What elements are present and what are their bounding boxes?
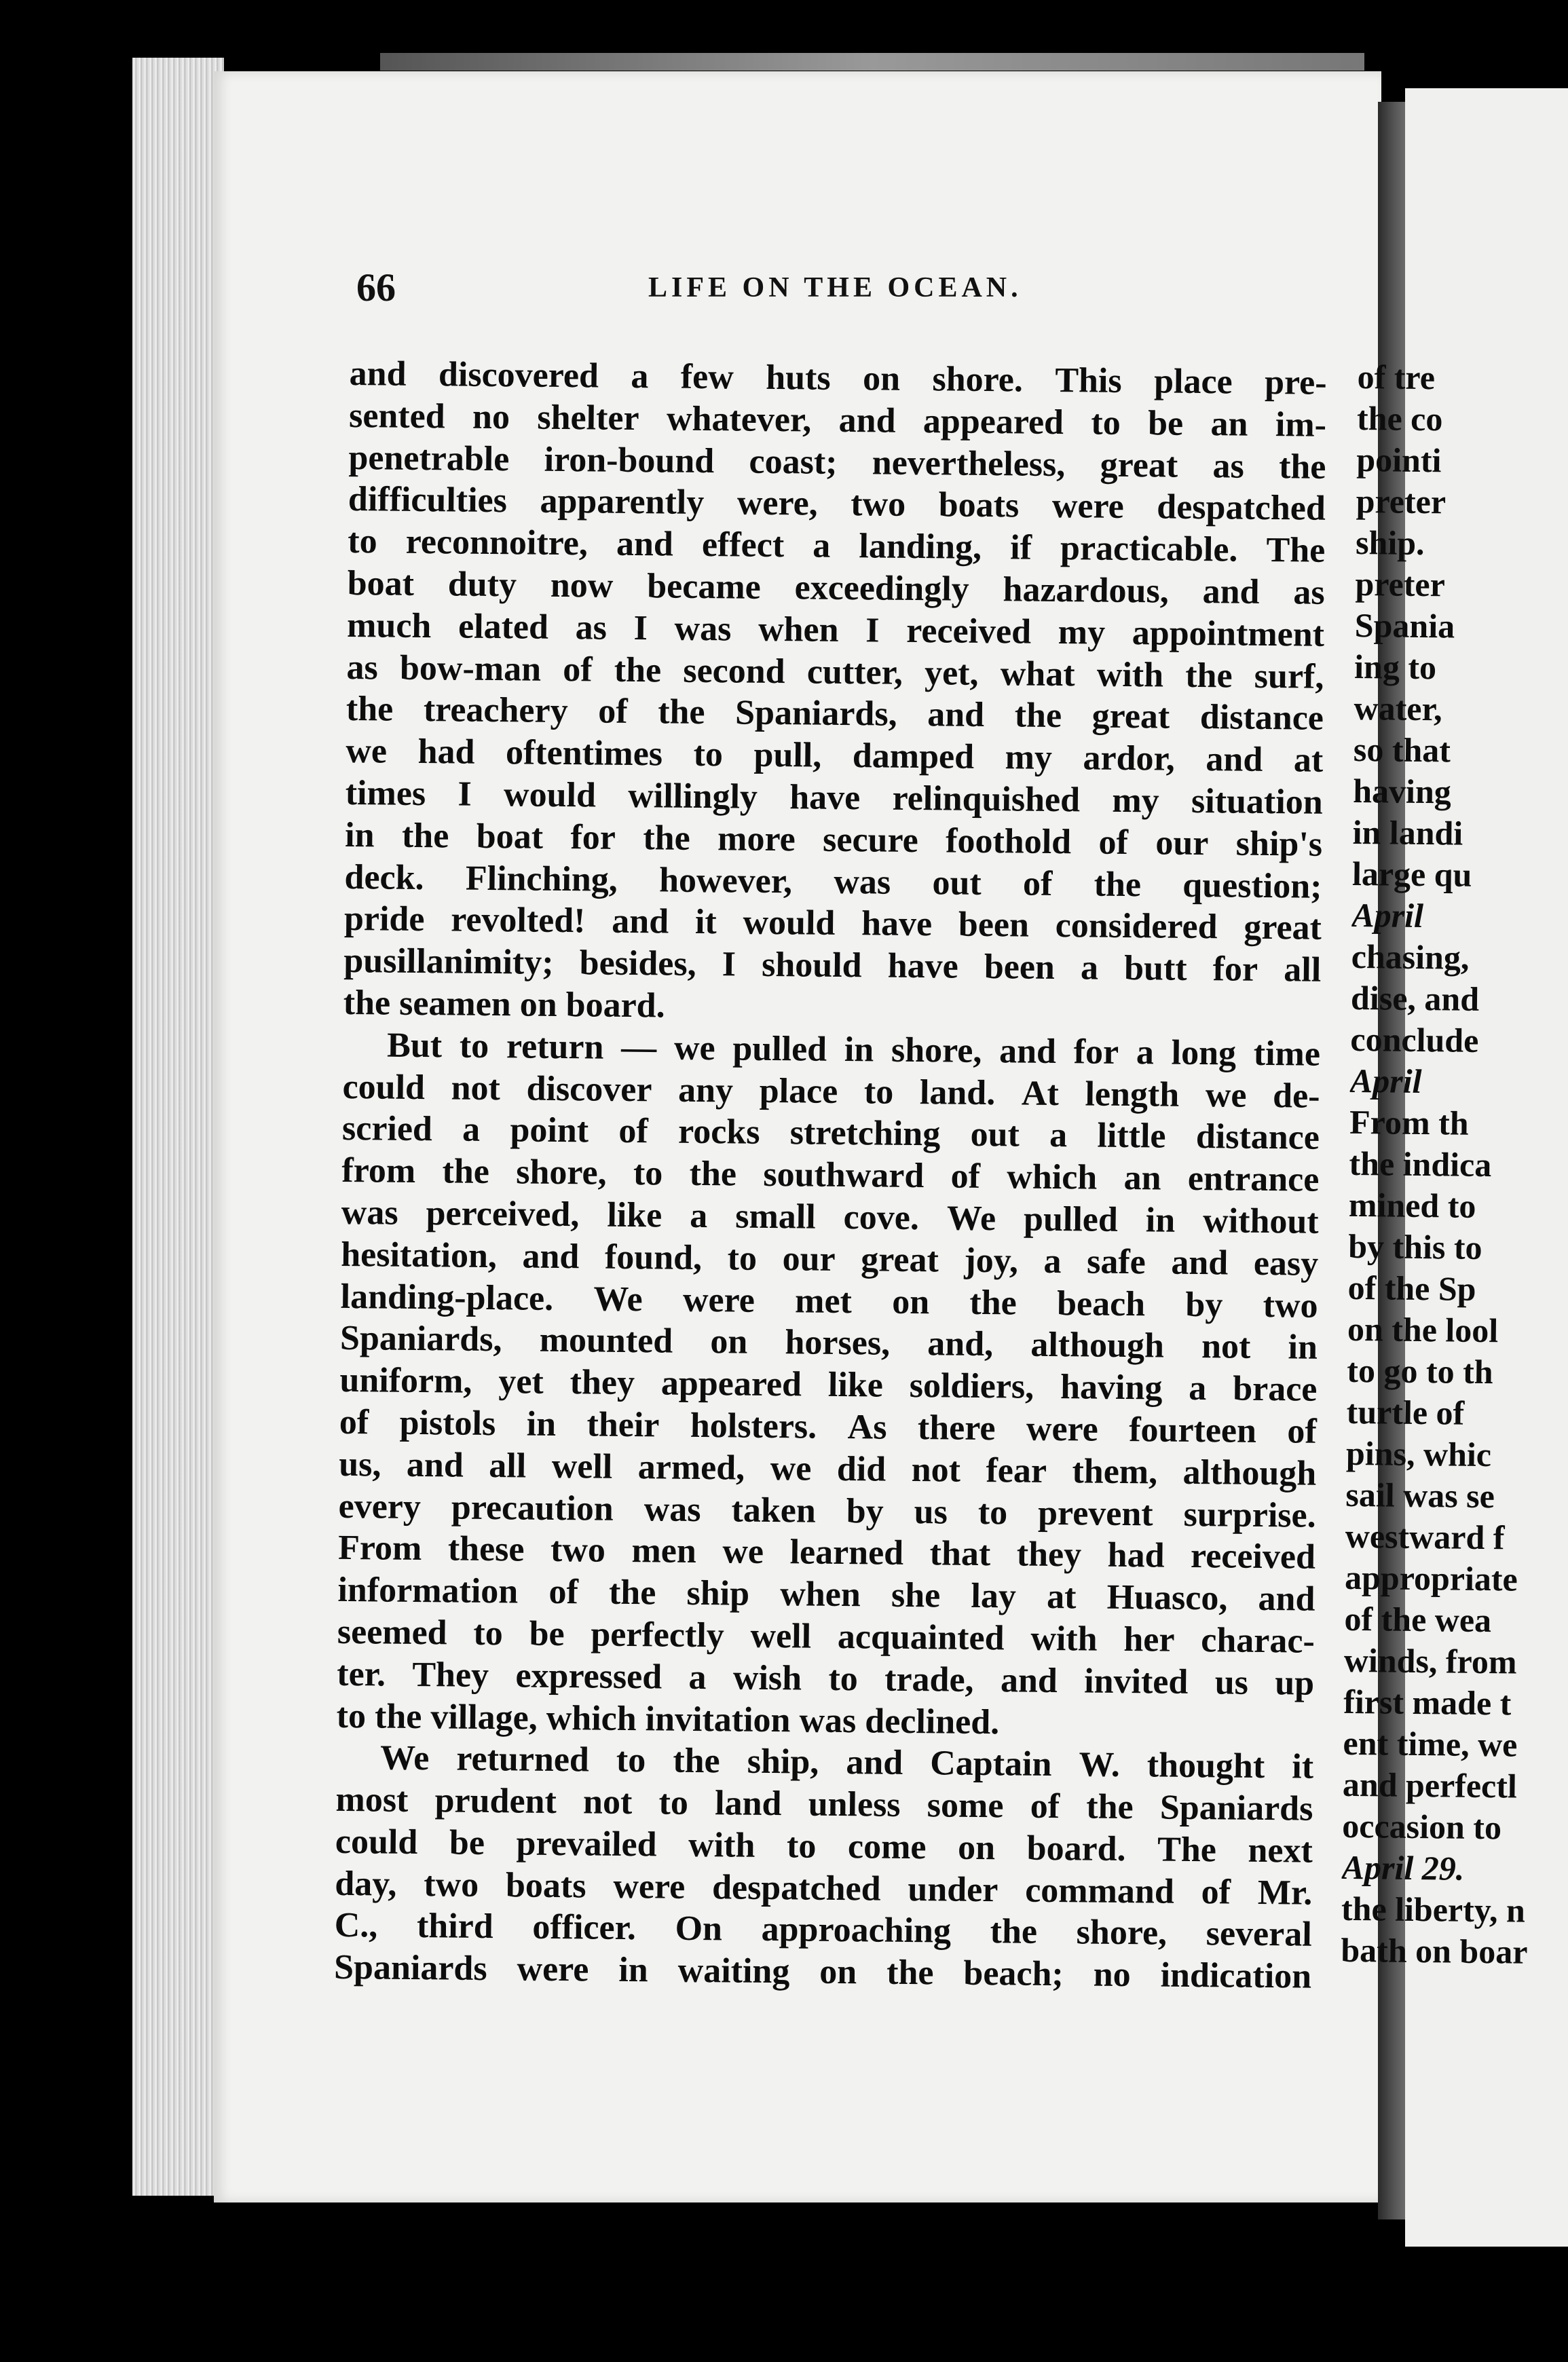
right-page-line: occasion to (1342, 1806, 1502, 1847)
right-page-line: chasing, (1351, 937, 1470, 977)
text-line: landing-place. We were met on the beach by two (340, 1277, 1318, 1326)
text-line: every precaution was taken by us to prevent surprise. (338, 1486, 1316, 1535)
text-line: we had oftentimes to pull, damped my ardor, and at (346, 732, 1324, 780)
text-line: us, and all well armed, we did not fear them, although (339, 1444, 1317, 1493)
right-page-line: April (1351, 895, 1424, 935)
text-line: and discovered a few huts on shore. This place pre- (349, 354, 1327, 402)
text-line: But to return — we pulled in shore, and for a long time (386, 1026, 1321, 1074)
text-line: was perceived, like a small cove. We pulled in without (341, 1193, 1319, 1241)
right-page-line: on the lool (1347, 1309, 1499, 1350)
right-page-line: large qu (1351, 854, 1472, 894)
right-page-line: by this to (1347, 1226, 1482, 1267)
text-line: to the village, which invitation was declined. (336, 1696, 1000, 1742)
text-line: Spaniards were in waiting on the beach; no indication (333, 1948, 1312, 1996)
text-line: much elated as I was when I received my appointment (346, 605, 1325, 654)
right-page-line: in landi (1352, 812, 1463, 852)
right-page-line: of the wea (1344, 1599, 1492, 1640)
right-page-line: ent time, we (1343, 1723, 1518, 1764)
page-edge (132, 58, 224, 2196)
body-text (334, 353, 1327, 1998)
right-page-line: From th (1349, 1102, 1469, 1142)
right-page-line: turtle of (1346, 1392, 1465, 1432)
right-page-line: the liberty, n (1341, 1889, 1526, 1930)
text-line: We returned to the ship, and Captain W. thought it (379, 1738, 1314, 1787)
text-line: deck. Flinching, however, was out of the question; (344, 857, 1322, 906)
right-page-line: Spania (1354, 605, 1455, 645)
right-page-line: westward f (1345, 1516, 1505, 1557)
text-line: to reconnoitre, and effect a landing, if practicable. The (348, 522, 1326, 570)
right-page-text (1341, 356, 1568, 1973)
text-line: boat duty now became exceedingly hazardous, and as (347, 563, 1325, 612)
right-page-line: first made t (1343, 1682, 1512, 1723)
right-page-line: winds, from (1343, 1641, 1517, 1681)
text-line: C., third officer. On approaching the shore, several (334, 1906, 1312, 1955)
right-page-line: April 29. (1341, 1848, 1465, 1888)
right-page-line: water, (1354, 688, 1442, 728)
right-page-line: preter (1356, 481, 1446, 521)
text-line: seemed to be perfectly well acquainted with her charac- (337, 1612, 1315, 1661)
text-line: from the shore, to the southward of which an entrance (341, 1151, 1320, 1199)
text-line: of pistols in their holsters. As there were fourteen of (339, 1402, 1318, 1451)
right-page-line: of the Sp (1347, 1268, 1476, 1308)
right-page-line: the co (1356, 398, 1443, 438)
text-line: ter. They expressed a wish to trade, and invited us up (337, 1654, 1315, 1703)
right-page-line: sail was se (1345, 1475, 1495, 1516)
text-line: times I would willingly have relinquished my situation (345, 773, 1323, 822)
text-line: sented no shelter whatever, and appeared to be an im- (348, 396, 1327, 445)
text-line: in the boat for the more secure foothold of our ship's (344, 815, 1323, 864)
right-page-line: so that (1353, 730, 1451, 770)
right-page-line: appropriate (1344, 1558, 1518, 1598)
right-page-line: bath on boar (1341, 1930, 1528, 1971)
text-line: day, two boats were despatched under command of Mr. (335, 1864, 1313, 1913)
text-line: Spaniards, mounted on horses, and, although not in (339, 1319, 1318, 1368)
right-page-line: having (1353, 771, 1452, 811)
text-line: the treachery of the Spaniards, and the great distance (346, 690, 1324, 738)
right-page-line: of tre (1357, 357, 1436, 397)
right-page-line: the indica (1349, 1144, 1492, 1184)
right-page-line: pins, whic (1345, 1433, 1492, 1474)
page-number: 66 (356, 265, 396, 310)
page-header (356, 265, 1320, 326)
text-line: most prudent not to land unless some of the Spaniards (335, 1780, 1313, 1829)
text-line: hesitation, and found, to our great joy, a safe and easy (340, 1235, 1319, 1283)
running-title: LIFE ON THE OCEAN. (648, 272, 1022, 303)
right-page-line: mined to (1348, 1185, 1476, 1225)
right-page-line: ship. (1355, 523, 1425, 563)
text-line: could not discover any place to land. At length we de- (342, 1067, 1320, 1116)
text-line: as bow-man of the second cutter, yet, what with the surf, (346, 648, 1324, 696)
text-line: difficulties apparently were, two boats were despatched (348, 480, 1326, 529)
right-page-line: April (1349, 1061, 1422, 1101)
right-page-line: and perfectl (1342, 1765, 1518, 1805)
text-line: information of the ship when she lay at Huasco, and (337, 1571, 1315, 1619)
text-line: the seamen on board. (343, 983, 665, 1026)
right-page-line: preter (1355, 564, 1446, 604)
text-line: From these two men we learned that they had received (337, 1529, 1316, 1577)
page-top-edge (380, 53, 1364, 71)
right-page-line: conclude (1350, 1019, 1479, 1060)
text-line: pusillanimity; besides, I should have been a butt for all (343, 941, 1322, 990)
right-page-line: ing to (1354, 647, 1437, 687)
right-page-line: to go to th (1347, 1351, 1493, 1391)
text-line: pride revolted! and it would have been considered great (343, 899, 1322, 948)
text-line: scried a point of rocks stretching out a little distance (341, 1109, 1320, 1158)
text-line: uniform, yet they appeared like soldiers, having a brace (339, 1361, 1318, 1409)
right-page-line: pointi (1356, 440, 1442, 480)
right-page-line: dise, and (1350, 978, 1480, 1018)
text-line: penetrable iron-bound coast; nevertheless, great as the (348, 438, 1326, 487)
text-line: could be prevailed with to come on board. The next (335, 1822, 1313, 1871)
